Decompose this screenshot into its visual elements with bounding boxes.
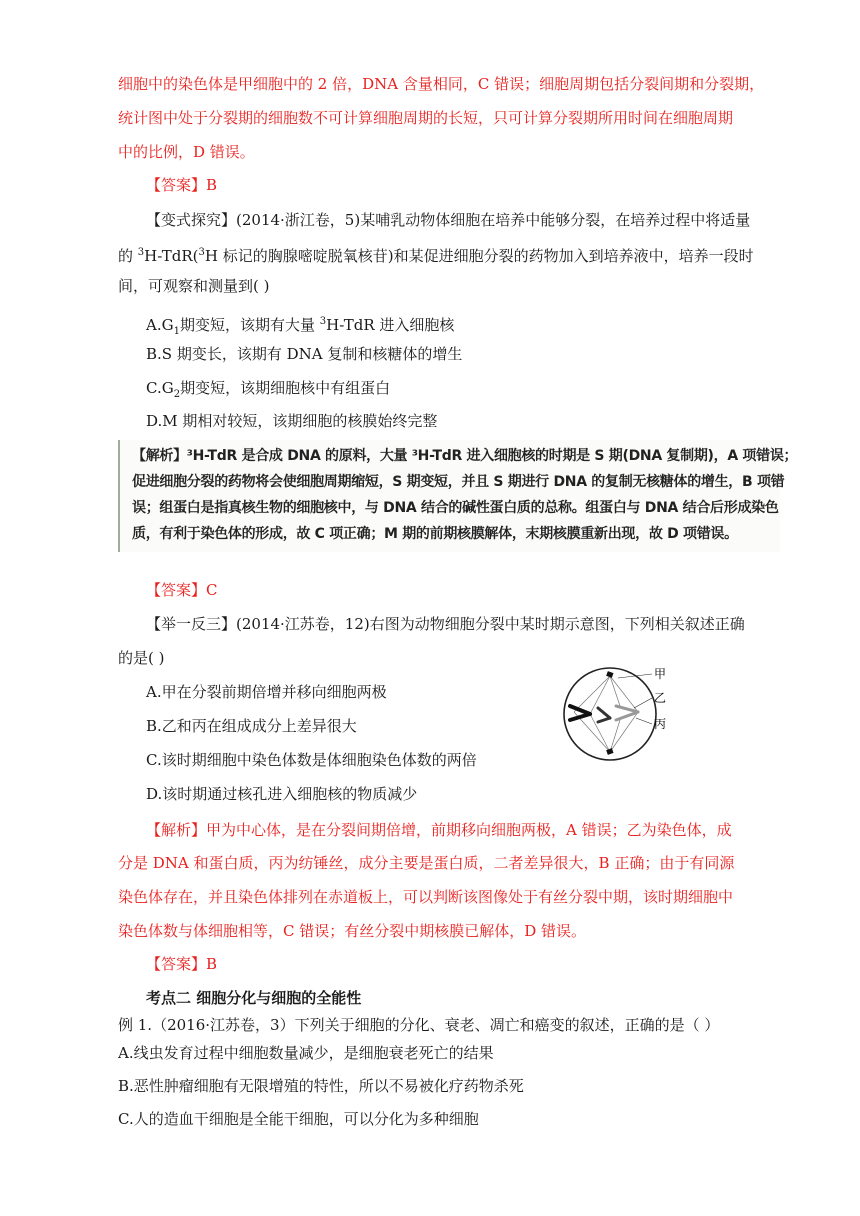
analysis-line: 染色体存在，并且染色体排列在赤道板上，可以判断该图像处于有丝分裂中期，该时期细胞中 xyxy=(118,888,734,906)
option-a: A.甲在分裂前期倍增并移向细胞两极 xyxy=(146,683,387,701)
option-c: $C.G_2$期变短，该期细胞核中有组蛋白 xyxy=(146,379,391,400)
cell-division-figure xyxy=(560,662,680,766)
scan-line: 【解析】³H-TdR 是合成 DNA 的原料，大量 ³H-TdR 进入细胞核的时期是 S 期(DNA 复制期)，A 项错误； xyxy=(132,448,798,464)
analysis-line: 【解析】甲为中心体，是在分裂间期倍增，前期移向细胞两极，A 错误；乙为染色体，成 xyxy=(146,821,732,839)
option-d: D.该时期通过核孔进入细胞核的物质减少 xyxy=(146,785,418,803)
scan-line: 误；组蛋白是指真核生物的细胞核中，与 DNA 结合的碱性蛋白质的总称。组蛋白与 DNA 结合后形成染色 xyxy=(132,500,779,516)
text-line: 间，可观察和测量到( ) xyxy=(118,277,270,295)
text-line: 细胞中的染色体是甲细胞中的 2 倍，DNA 含量相同，C 错误；细胞周期包括分裂间期和分裂期， xyxy=(118,75,765,93)
text-line: 的是( ) xyxy=(118,649,165,667)
option-b: B.S 期变长，该期有 DNA 复制和核糖体的增生 xyxy=(146,345,463,363)
label-bing: 丙 xyxy=(654,717,667,731)
text-line: 中的比例，D 错误。 xyxy=(118,143,255,161)
option-b: B.乙和丙在组成成分上差异很大 xyxy=(146,717,357,735)
question-heading: 【举一反三】(2014·江苏卷，12)右图为动物细胞分裂中某时期示意图，下列相关叙述正确 xyxy=(146,615,745,633)
answer-label: 【答案】B xyxy=(146,176,218,194)
text-line: 的 $^3$H-TdR($^3$H 标记的胸腺嘧啶脱氧核苷)和某促进细胞分裂的药物加入到培养液中，培养一段时 xyxy=(118,247,754,265)
option-a: A.线虫发育过程中细胞数量减少，是细胞衰老死亡的结果 xyxy=(118,1044,494,1062)
option-c: C.人的造血干细胞是全能干细胞，可以分化为多种细胞 xyxy=(118,1110,479,1128)
scan-line: 促进细胞分裂的药物将会使细胞周期缩短，S 期变短，并且 S 期进行 DNA 的复制无核糖体的增生，B 项错 xyxy=(132,474,785,490)
option-b: B.恶性肿瘤细胞有无限增殖的特性，所以不易被化疗药物杀死 xyxy=(118,1077,524,1095)
label-jia: 甲 xyxy=(654,667,667,681)
answer-label: 【答案】C xyxy=(146,581,218,599)
option-c: C.该时期细胞中染色体数是体细胞染色体数的两倍 xyxy=(146,751,477,769)
question-heading: 例 1.（2016·江苏卷，3）下列关于细胞的分化、衰老、凋亡和癌变的叙述，正确的是（ ） xyxy=(118,1016,720,1034)
label-yi: 乙 xyxy=(654,691,667,705)
question-heading: 【变式探究】(2014·浙江卷，5)某哺乳动物体细胞在培养中能够分裂，在培养过程中将适量 xyxy=(146,211,751,229)
option-a: $A.G_1$期变短，该期有大量 $^3$H-TdR 进入细胞核 xyxy=(146,316,455,337)
scanned-analysis-block xyxy=(118,440,798,552)
analysis-line: 分是 DNA 和蛋白质，丙为纺锤丝，成分主要是蛋白质，二者差异很大，B 正确；由于有同源 xyxy=(118,854,735,872)
answer-label: 【答案】B xyxy=(146,955,218,973)
text-line: 统计图中处于分裂期的细胞数不可计算细胞周期的长短，只可计算分裂期所用时间在细胞周期 xyxy=(118,109,734,127)
analysis-line: 染色体数与体细胞相等，C 错误；有丝分裂中期核膜已解体，D 错误。 xyxy=(118,922,587,940)
scan-line: 质，有利于染色体的形成，故 C 项正确；M 期的前期核膜解体，末期核膜重新出现，故 D 项错误。 xyxy=(132,526,738,542)
section-heading: 考点二 细胞分化与细胞的全能性 xyxy=(146,989,362,1007)
option-d: D.M 期相对较短，该期细胞的核膜始终完整 xyxy=(146,412,438,430)
